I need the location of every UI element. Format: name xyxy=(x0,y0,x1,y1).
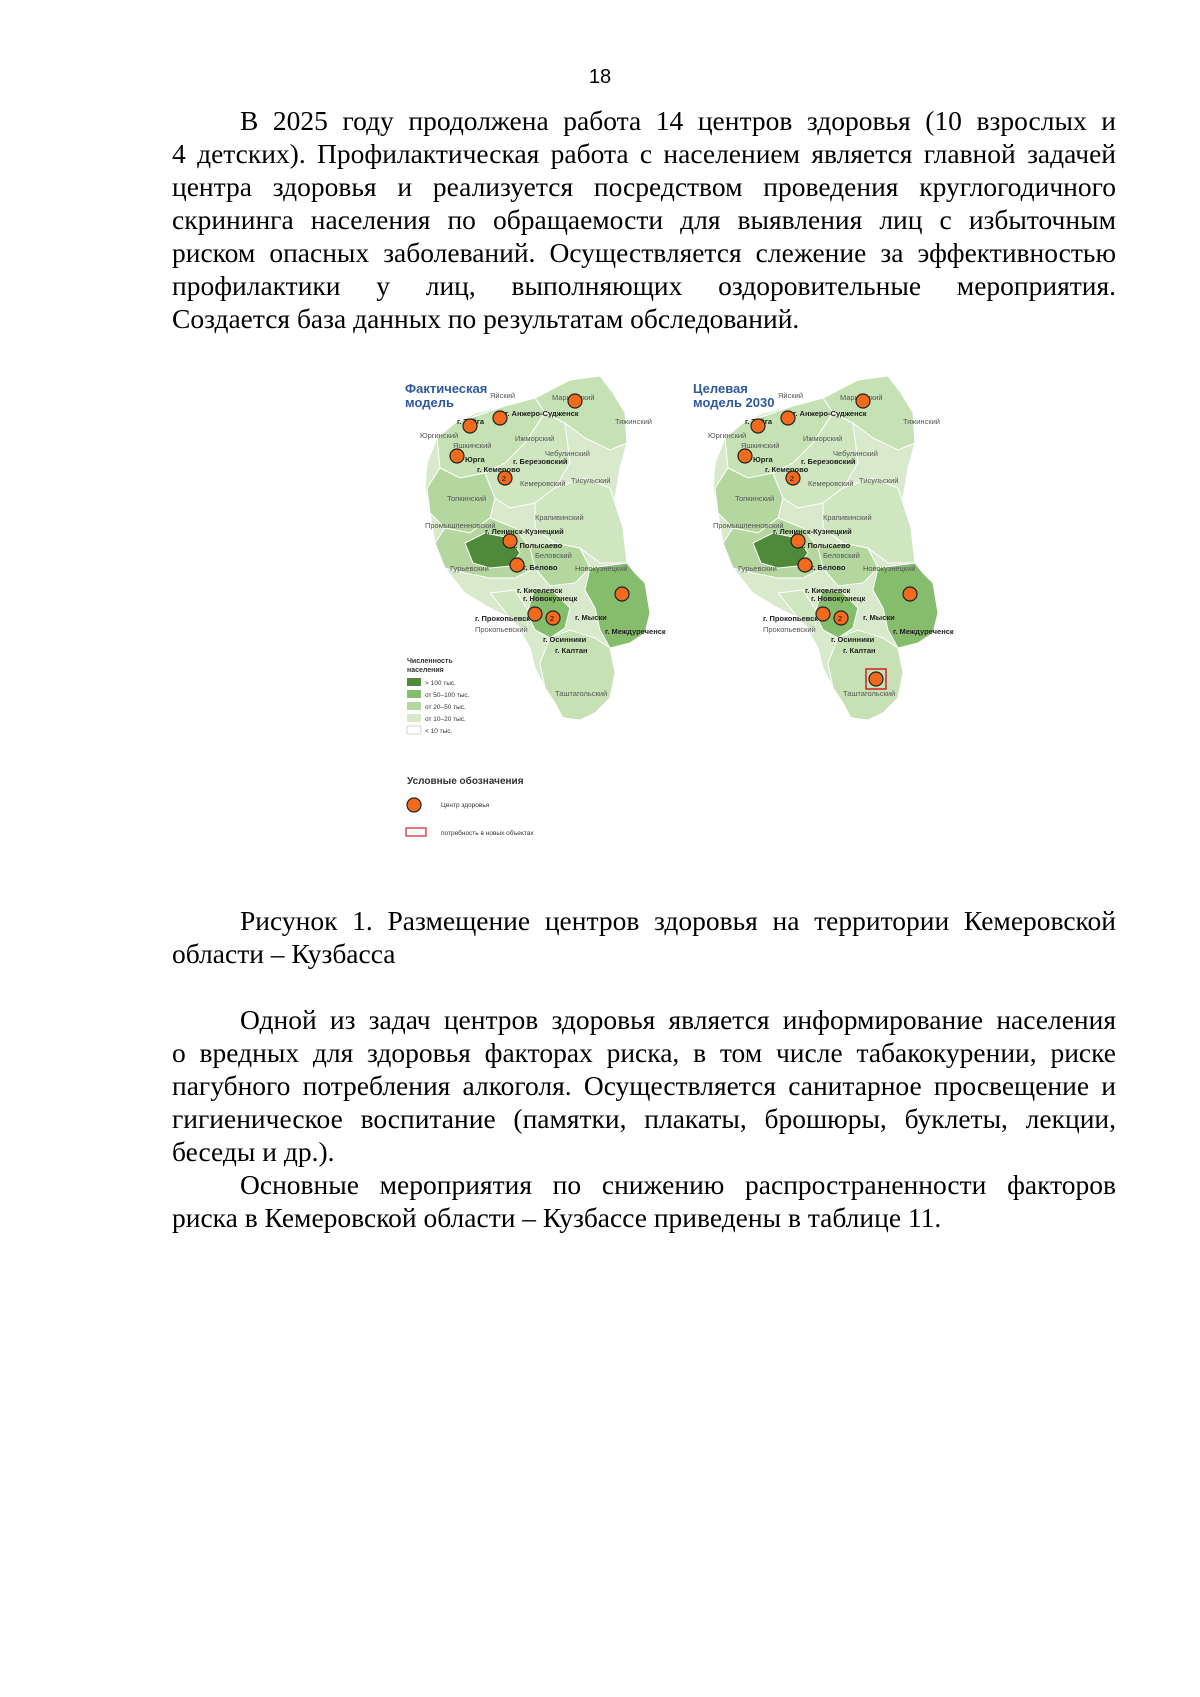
health-center-marker xyxy=(615,587,629,601)
health-center-marker xyxy=(903,587,917,601)
legend-swatch xyxy=(407,678,421,686)
text-line: Одной из задач центров здоровья является информирование населения xyxy=(240,1004,1116,1035)
right-map-title-2: модель 2030 xyxy=(693,395,775,410)
symbols-legend-need-new: потребность в новых объектах xyxy=(441,830,534,837)
population-legend-title-1: Численность xyxy=(407,658,453,665)
right-map xyxy=(693,376,954,720)
text-line: Создается база данных по результатам обследований. xyxy=(172,303,800,334)
health-center-marker xyxy=(791,534,805,548)
need-new-object-icon xyxy=(406,828,426,836)
text-line: о вредных для здоровья факторах риска, в том числе табакокурении, риске xyxy=(172,1037,1116,1068)
health-center-marker xyxy=(856,394,870,408)
symbols-legend-title: Условные обозначения xyxy=(407,776,524,787)
health-center-marker xyxy=(738,449,752,463)
health-center-marker xyxy=(503,534,517,548)
legend-swatch xyxy=(407,714,421,722)
caption-line: Рисунок 1. Размещение центров здоровья на территории Кемеровской xyxy=(240,905,1116,936)
text-line: гигиеническое воспитание (памятки, плакаты, брошюры, буклеты, лекции, xyxy=(172,1103,1116,1134)
figure-health-centers-map xyxy=(395,368,1055,868)
population-legend xyxy=(407,658,470,735)
health-center-marker xyxy=(751,419,765,433)
text-line: беседы и др.). xyxy=(172,1136,335,1167)
left-map-title-1: Фактическая xyxy=(405,381,488,396)
legend-item: от 10–20 тыс. xyxy=(425,716,466,723)
text-line: В 2025 году продолжена работа 14 центров здоровья (10 взрослых и xyxy=(240,105,1116,136)
text-line: скрининга населения по обращаемости для выявления лиц с избыточным xyxy=(172,204,1116,235)
health-center-marker xyxy=(781,411,795,425)
text-line: центра здоровья и реализуется посредством проведения круглогодичного xyxy=(172,171,1116,202)
health-center-icon xyxy=(407,798,421,812)
health-center-marker xyxy=(450,449,464,463)
figure-caption xyxy=(172,904,1116,970)
paragraph-informing xyxy=(172,1003,1116,1168)
left-map-title-2: модель xyxy=(405,395,454,410)
legend-swatch xyxy=(407,690,421,698)
legend-item: от 20–50 тыс. xyxy=(425,704,466,711)
health-center-marker xyxy=(869,672,883,686)
legend-swatch xyxy=(407,702,421,710)
right-map-badge: 2 xyxy=(838,616,842,623)
left-map xyxy=(405,376,666,720)
health-center-marker xyxy=(568,394,582,408)
paragraph-measures xyxy=(172,1168,1116,1234)
text-line: профилактики у лиц, выполняющих оздоровительные мероприятия. xyxy=(172,270,1116,301)
left-map-badge: 2 xyxy=(550,616,554,623)
text-line: 4 детских). Профилактическая работа с населением является главной задачей xyxy=(172,138,1116,169)
right-map-badge: 2 xyxy=(790,476,794,483)
text-line: Основные мероприятия по снижению распространенности факторов xyxy=(240,1169,1116,1200)
health-center-marker xyxy=(816,607,830,621)
symbols-legend xyxy=(406,775,534,837)
legend-swatch xyxy=(407,726,421,734)
health-center-marker xyxy=(528,607,542,621)
text-line: пагубного потребления алкоголя. Осуществляется санитарное просвещение и xyxy=(172,1070,1116,1101)
text-line: риском опасных заболеваний. Осуществляется слежение за эффективностью xyxy=(172,237,1116,268)
page-number: 18 xyxy=(588,66,612,88)
symbols-legend-health-center: Центр здоровья xyxy=(441,802,490,809)
population-legend-title-2: населения xyxy=(407,667,444,674)
legend-item: от 50–100 тыс. xyxy=(425,692,470,699)
health-center-marker xyxy=(493,411,507,425)
health-center-marker xyxy=(798,558,812,572)
right-map-title-1: Целевая xyxy=(693,381,748,396)
left-map-badge: 2 xyxy=(502,476,506,483)
paragraph-health-centers xyxy=(172,104,1116,335)
health-center-marker xyxy=(463,419,477,433)
health-center-marker xyxy=(510,558,524,572)
caption-line: области – Кузбасса xyxy=(172,938,396,969)
text-line: риска в Кемеровской области – Кузбассе приведены в таблице 11. xyxy=(172,1202,942,1233)
legend-item: > 100 тыс. xyxy=(425,680,456,687)
legend-item: < 10 тыс. xyxy=(425,728,453,735)
